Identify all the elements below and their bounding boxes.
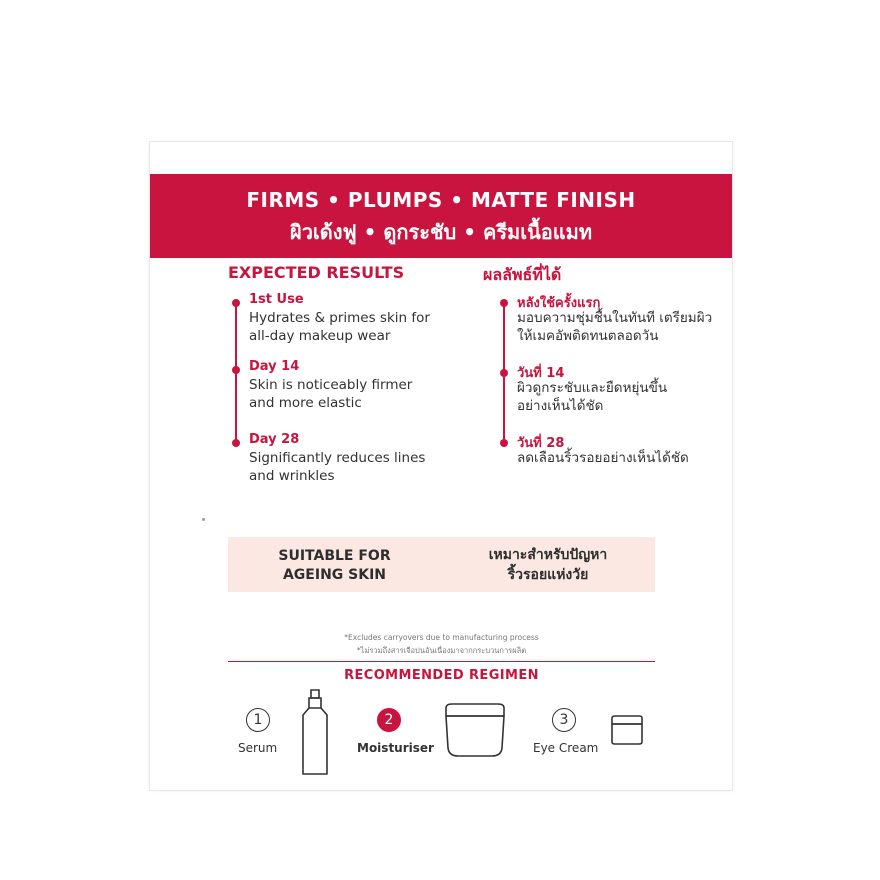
claims-english: FIRMS • PLUMPS • MATTE FINISH xyxy=(246,188,636,212)
timeline-description xyxy=(249,449,425,485)
timeline-dot xyxy=(232,299,240,307)
timeline-title: Day 28 xyxy=(249,432,300,447)
timeline-dot xyxy=(500,299,508,307)
description-line: and wrinkles xyxy=(249,468,335,484)
timeline-description xyxy=(249,376,412,412)
description-line: and more elastic xyxy=(249,395,362,411)
eye-cream-jar-icon xyxy=(609,714,645,746)
timeline-title: หลังใช้ครั้งแรก xyxy=(517,296,601,311)
description-line: ให้เมคอัพติดทนตลอดวัน xyxy=(517,328,659,344)
step-number-3: 3 xyxy=(552,708,576,732)
timeline-description xyxy=(517,309,712,345)
timeline-description xyxy=(249,309,430,345)
suitable-for-english xyxy=(228,547,441,585)
suitable-line: ริ้วรอยแห่งวัย xyxy=(507,567,589,583)
timeline-dot xyxy=(232,366,240,374)
timeline-description xyxy=(517,379,667,415)
footnote-thai: *ไม่รวมถึงสารเจือปนอันเนื่องมาจากกระบวนการผลิต xyxy=(356,646,527,655)
regimen-title: RECOMMENDED REGIMEN xyxy=(344,668,539,683)
claims-thai: ผิวเด้งฟู • ดูกระชับ • ครีมเนื้อแมท xyxy=(289,220,593,244)
description-line: ผิวดูกระชับและยืดหยุ่นขึ้น xyxy=(517,380,668,396)
description-line: มอบความชุ่มชื้นในทันที เตรียมผิว xyxy=(517,310,713,326)
step-label-eye-cream: Eye Cream xyxy=(533,741,599,755)
timeline-dot xyxy=(500,369,508,377)
description-line: Significantly reduces lines xyxy=(249,450,426,466)
suitable-for-box xyxy=(228,537,655,592)
description-line: ลดเลือนริ้วรอยอย่างเห็นได้ชัด xyxy=(517,450,689,466)
timeline-dot xyxy=(232,439,240,447)
step-number-1: 1 xyxy=(246,708,270,732)
suitable-line: เหมาะสำหรับปัญหา xyxy=(488,547,608,563)
expected-results-heading: EXPECTED RESULTS xyxy=(228,263,405,282)
timeline-title: วันที่ 14 xyxy=(517,366,565,381)
suitable-for-thai xyxy=(441,545,655,585)
claims-banner xyxy=(150,174,732,258)
suitable-line: SUITABLE FOR xyxy=(278,548,391,564)
print-mark xyxy=(202,518,205,521)
timeline-description xyxy=(517,449,689,467)
timeline-title: Day 14 xyxy=(249,359,300,374)
suitable-line: AGEING SKIN xyxy=(282,567,387,583)
description-line: อย่างเห็นได้ชัด xyxy=(517,398,604,414)
timeline-title: วันที่ 28 xyxy=(517,436,565,451)
description-line: Skin is noticeably firmer xyxy=(249,377,413,393)
expected-results-timeline-thai xyxy=(503,292,743,492)
serum-bottle-icon xyxy=(300,688,330,776)
expected-results-heading-thai: ผลลัพธ์ที่ได้ xyxy=(483,265,562,284)
timeline-dot xyxy=(500,439,508,447)
divider xyxy=(228,661,655,662)
description-line: Hydrates & primes skin for xyxy=(249,310,430,326)
footnote-english: *Excludes carryovers due to manufacturing process xyxy=(344,633,539,642)
timeline-title: 1st Use xyxy=(249,292,304,307)
step-label-moisturiser: Moisturiser xyxy=(357,741,434,755)
moisturiser-jar-icon xyxy=(442,702,508,758)
expected-results-timeline xyxy=(235,292,475,492)
description-line: all-day makeup wear xyxy=(249,328,391,344)
step-label-serum: Serum xyxy=(238,741,278,755)
step-number-2: 2 xyxy=(377,708,401,732)
